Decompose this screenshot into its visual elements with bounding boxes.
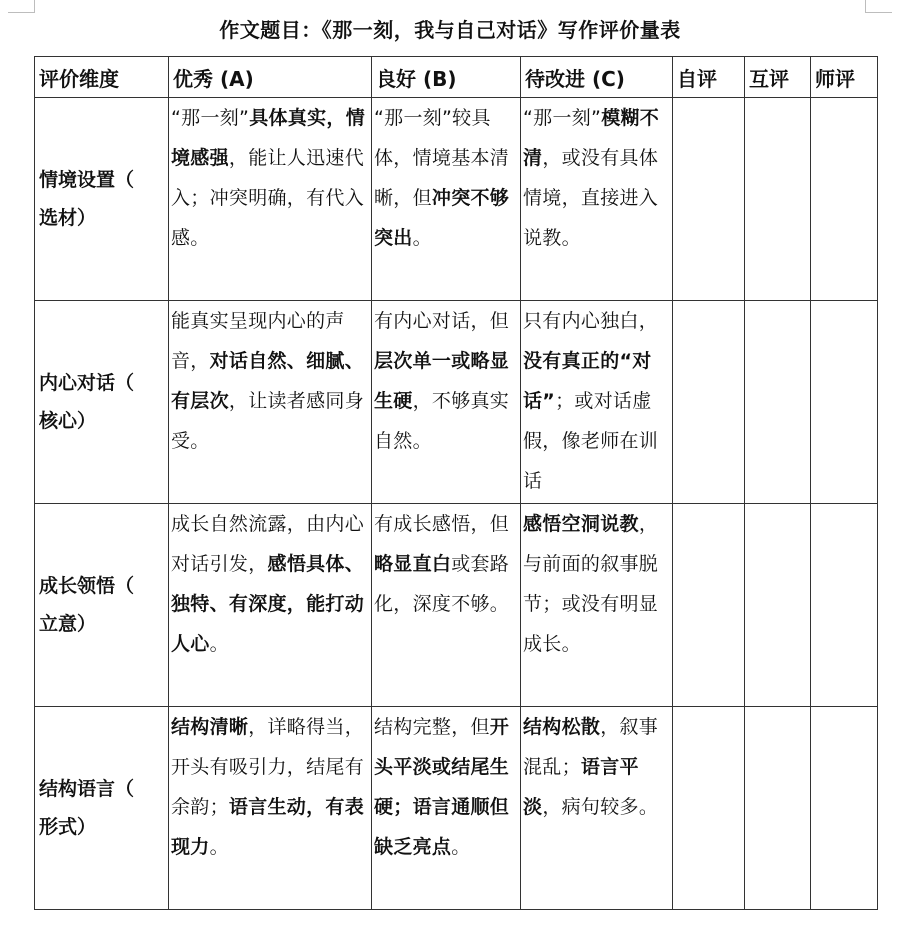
dimension-line: 成长领悟（: [39, 575, 135, 597]
emphasis-text: 结构清晰: [171, 716, 249, 738]
header-peer-eval: 互评: [745, 57, 811, 98]
body-text: ，病句较多。: [542, 796, 659, 818]
body-text: “那一刻”: [523, 107, 602, 129]
header-self-eval: 自评: [673, 57, 745, 98]
teacher-eval-cell[interactable]: [811, 301, 878, 504]
dimension-line: 内心对话（: [39, 372, 135, 394]
body-text: 或套路化，深度不够。: [374, 553, 510, 615]
peer-eval-cell[interactable]: [745, 707, 811, 910]
emphasis-text: 略显直白: [374, 553, 452, 575]
teacher-eval-cell[interactable]: [811, 707, 878, 910]
table-row: [35, 301, 878, 504]
peer-eval-cell[interactable]: [745, 98, 811, 301]
body-text: ，或没有具体情境，直接进入说教。: [523, 147, 659, 249]
emphasis-text: 语言平淡: [523, 756, 639, 818]
body-text: 能真实呈现内心的声音，: [171, 310, 345, 372]
header-dimension: 评价维度: [35, 57, 169, 98]
body-text: ，与前面的叙事脱节；或没有明显成长。: [523, 513, 659, 655]
body-text: ，让读者感同身受。: [171, 390, 365, 452]
dimension-line: 选材）: [39, 207, 97, 229]
good-cell: [372, 504, 521, 707]
body-text: ，叙事混乱；: [523, 716, 659, 778]
body-text: 只有内心独白，: [523, 310, 659, 332]
header-row: [35, 57, 878, 98]
table-row: [35, 504, 878, 707]
body-text: ，详略得当，开头有吸引力，结尾有余韵；: [171, 716, 365, 818]
dimension-line: 立意）: [39, 613, 97, 635]
corner-mark-left: [8, 0, 35, 13]
dimension-cell: [35, 301, 169, 504]
body-text: ，能让人迅速代入；冲突明确，有代入感。: [171, 147, 365, 249]
self-eval-cell[interactable]: [673, 98, 745, 301]
body-text: “那一刻”: [171, 107, 250, 129]
body-text: 有成长感悟，但: [374, 513, 510, 535]
needs-improvement-cell: [521, 504, 673, 707]
emphasis-text: 语言生动，有表现力: [171, 796, 365, 858]
needs-improvement-cell: [521, 707, 673, 910]
page-title: 作文题目：《那一刻，我与自己对话》写作评价量表: [219, 18, 681, 42]
body-text: 。: [209, 836, 229, 858]
header-needs-improvement: 待改进 (C): [521, 57, 673, 98]
teacher-eval-cell[interactable]: [811, 504, 878, 707]
emphasis-text: 结构松散: [523, 716, 601, 738]
dimension-line: 形式）: [39, 816, 97, 838]
emphasis-text: 感悟空洞说教: [523, 513, 639, 535]
dimension-line: 核心）: [39, 410, 97, 432]
peer-eval-cell[interactable]: [745, 504, 811, 707]
table-row: [35, 707, 878, 910]
needs-improvement-cell: [521, 301, 673, 504]
good-cell: [372, 98, 521, 301]
excellent-cell: [169, 707, 372, 910]
self-eval-cell[interactable]: [673, 504, 745, 707]
dimension-cell: [35, 707, 169, 910]
excellent-cell: [169, 98, 372, 301]
emphasis-text: 具体真实，情境感强: [171, 107, 365, 169]
body-text: 。: [412, 227, 432, 249]
teacher-eval-cell[interactable]: [811, 98, 878, 301]
excellent-cell: [169, 301, 372, 504]
header-excellent: 优秀 (A): [169, 57, 372, 98]
dimension-line: 情境设置（: [39, 169, 135, 191]
body-text: 。: [451, 836, 471, 858]
emphasis-text: 冲突不够突出: [374, 187, 510, 249]
self-eval-cell[interactable]: [673, 301, 745, 504]
header-good: 良好 (B): [372, 57, 521, 98]
peer-eval-cell[interactable]: [745, 301, 811, 504]
emphasis-text: 模糊不清: [523, 107, 660, 169]
body-text: 有内心对话，但: [374, 310, 510, 332]
good-cell: [372, 707, 521, 910]
body-text: “那一刻”较具体，情境基本清晰，但: [374, 107, 510, 209]
emphasis-text: 开头平淡或结尾生硬；语言通顺但缺乏亮点: [374, 716, 510, 858]
excellent-cell: [169, 504, 372, 707]
emphasis-text: 感悟具体、独特、有深度，能打动人心: [171, 553, 365, 655]
emphasis-text: 层次单一或略显生硬: [374, 350, 510, 412]
evaluation-table: [34, 56, 878, 910]
body-text: ，不够真实自然。: [374, 390, 510, 452]
dimension-cell: [35, 98, 169, 301]
body-text: ；或对话虚假，像老师在训话: [523, 390, 659, 492]
body-text: 结构完整，但: [374, 716, 490, 738]
dimension-line: 结构语言（: [39, 778, 135, 800]
needs-improvement-cell: [521, 98, 673, 301]
body-text: 成长自然流露，由内心对话引发，: [171, 513, 365, 575]
corner-mark-right: [865, 0, 892, 13]
emphasis-text: 没有真正的“对话”: [523, 350, 652, 412]
emphasis-text: 对话自然、细腻、有层次: [171, 350, 365, 412]
table-row: [35, 98, 878, 301]
self-eval-cell[interactable]: [673, 707, 745, 910]
header-teacher-eval: 师评: [811, 57, 878, 98]
dimension-cell: [35, 504, 169, 707]
good-cell: [372, 301, 521, 504]
body-text: 。: [209, 633, 229, 655]
